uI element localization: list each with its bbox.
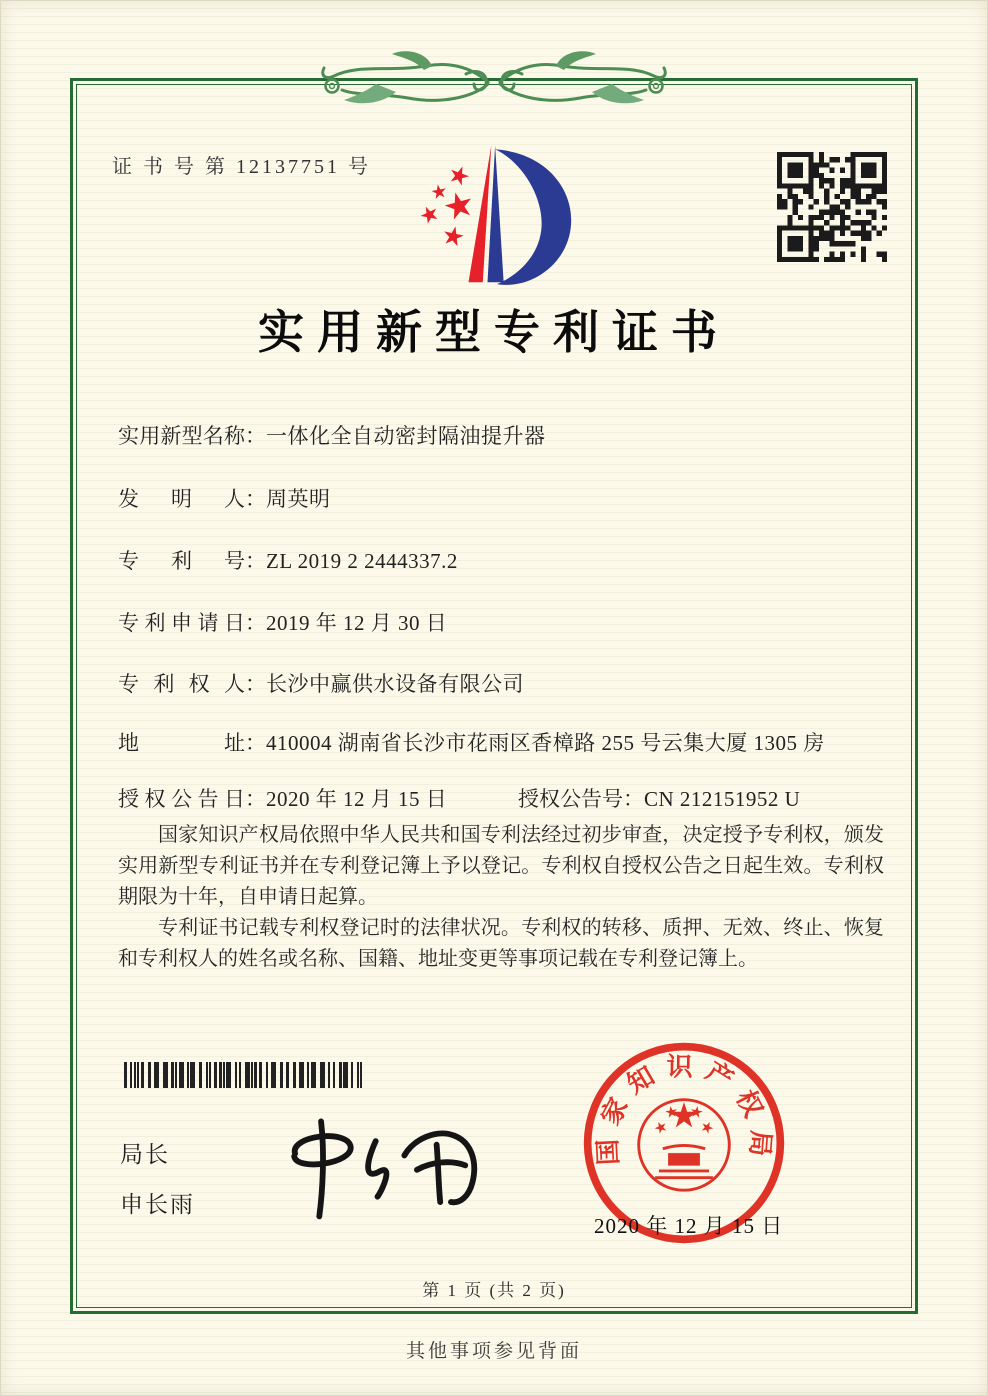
field-value: 2020 年 12 月 15 日	[266, 787, 448, 811]
field-label: 发明人	[118, 487, 245, 511]
commissioner-name: 申长雨	[120, 1192, 195, 1217]
field-label: 授权公告日	[118, 787, 245, 811]
certificate-title: 实用新型专利证书	[258, 307, 730, 358]
field-colon: ：	[245, 549, 266, 573]
field-label: 专利号	[118, 549, 245, 573]
commissioner-title: 局长	[120, 1142, 170, 1167]
certificate-number: 证 书 号 第 12137751 号	[112, 156, 371, 178]
field-label: 授权公告号	[518, 787, 623, 811]
field-colon: ：	[245, 731, 266, 755]
field-label: 专利申请日	[118, 611, 245, 635]
field-label: 实用新型名称	[118, 424, 245, 448]
field-colon: ：	[245, 424, 266, 448]
seal-text: 国家知识产权局	[592, 1052, 776, 1168]
field-row-utility-model-name	[118, 420, 888, 450]
field-row-patent-number	[118, 545, 888, 575]
field-colon: ：	[623, 787, 644, 811]
field-colon: ：	[245, 611, 266, 635]
legal-paragraph: 专利证书记载专利权登记时的法律状况。专利权的转移、质押、无效、终止、恢复和专利权人的姓名或名称、国籍、地址变更等事项记载在专利登记簿上。	[118, 917, 884, 970]
commissioner-block	[120, 1136, 195, 1219]
field-row-inventor	[118, 483, 888, 513]
legal-text-block	[118, 820, 884, 975]
flourish-ornament-icon	[314, 46, 674, 116]
field-value: 长沙中赢供水设备有限公司	[266, 672, 524, 696]
field-value: 一体化全自动密封隔油提升器	[266, 424, 546, 448]
field-value: 2019 年 12 月 30 日	[266, 611, 448, 635]
seal-date: 2020 年 12 月 15 日	[594, 1214, 784, 1238]
field-row-grant-date	[118, 783, 888, 813]
field-row-patentee	[118, 668, 888, 698]
field-row-address	[118, 727, 888, 757]
page-number: 第 1 页 (共 2 页)	[422, 1281, 566, 1300]
back-side-note: 其他事项参见背面	[405, 1341, 582, 1362]
barcode	[124, 1062, 368, 1088]
signature-handwriting-icon	[270, 1112, 485, 1224]
field-value: 周英明	[266, 487, 331, 511]
field-label: 地址	[118, 731, 245, 755]
field-row-filing-date	[118, 607, 888, 637]
field-label: 专利权人	[118, 672, 245, 696]
field-colon: ：	[245, 787, 266, 811]
field-colon: ：	[245, 672, 266, 696]
grant-publication-number	[518, 783, 800, 813]
qr-code	[777, 152, 887, 262]
field-value: 410004 湖南省长沙市花雨区香樟路 255 号云集大厦 1305 房	[266, 731, 825, 755]
field-value: ZL 2019 2 2444337.2	[266, 549, 458, 573]
field-colon: ：	[245, 487, 266, 511]
legal-paragraph: 国家知识产权局依照中华人民共和国专利法经过初步审查，决定授予专利权，颁发实用新型专利证书并在专利登记簿上予以登记。专利权自授权公告之日起生效。专利权期限为十年，自申请日起算。	[118, 824, 884, 908]
cnipa-logo-icon	[402, 136, 592, 286]
field-value: CN 212151952 U	[644, 787, 801, 811]
